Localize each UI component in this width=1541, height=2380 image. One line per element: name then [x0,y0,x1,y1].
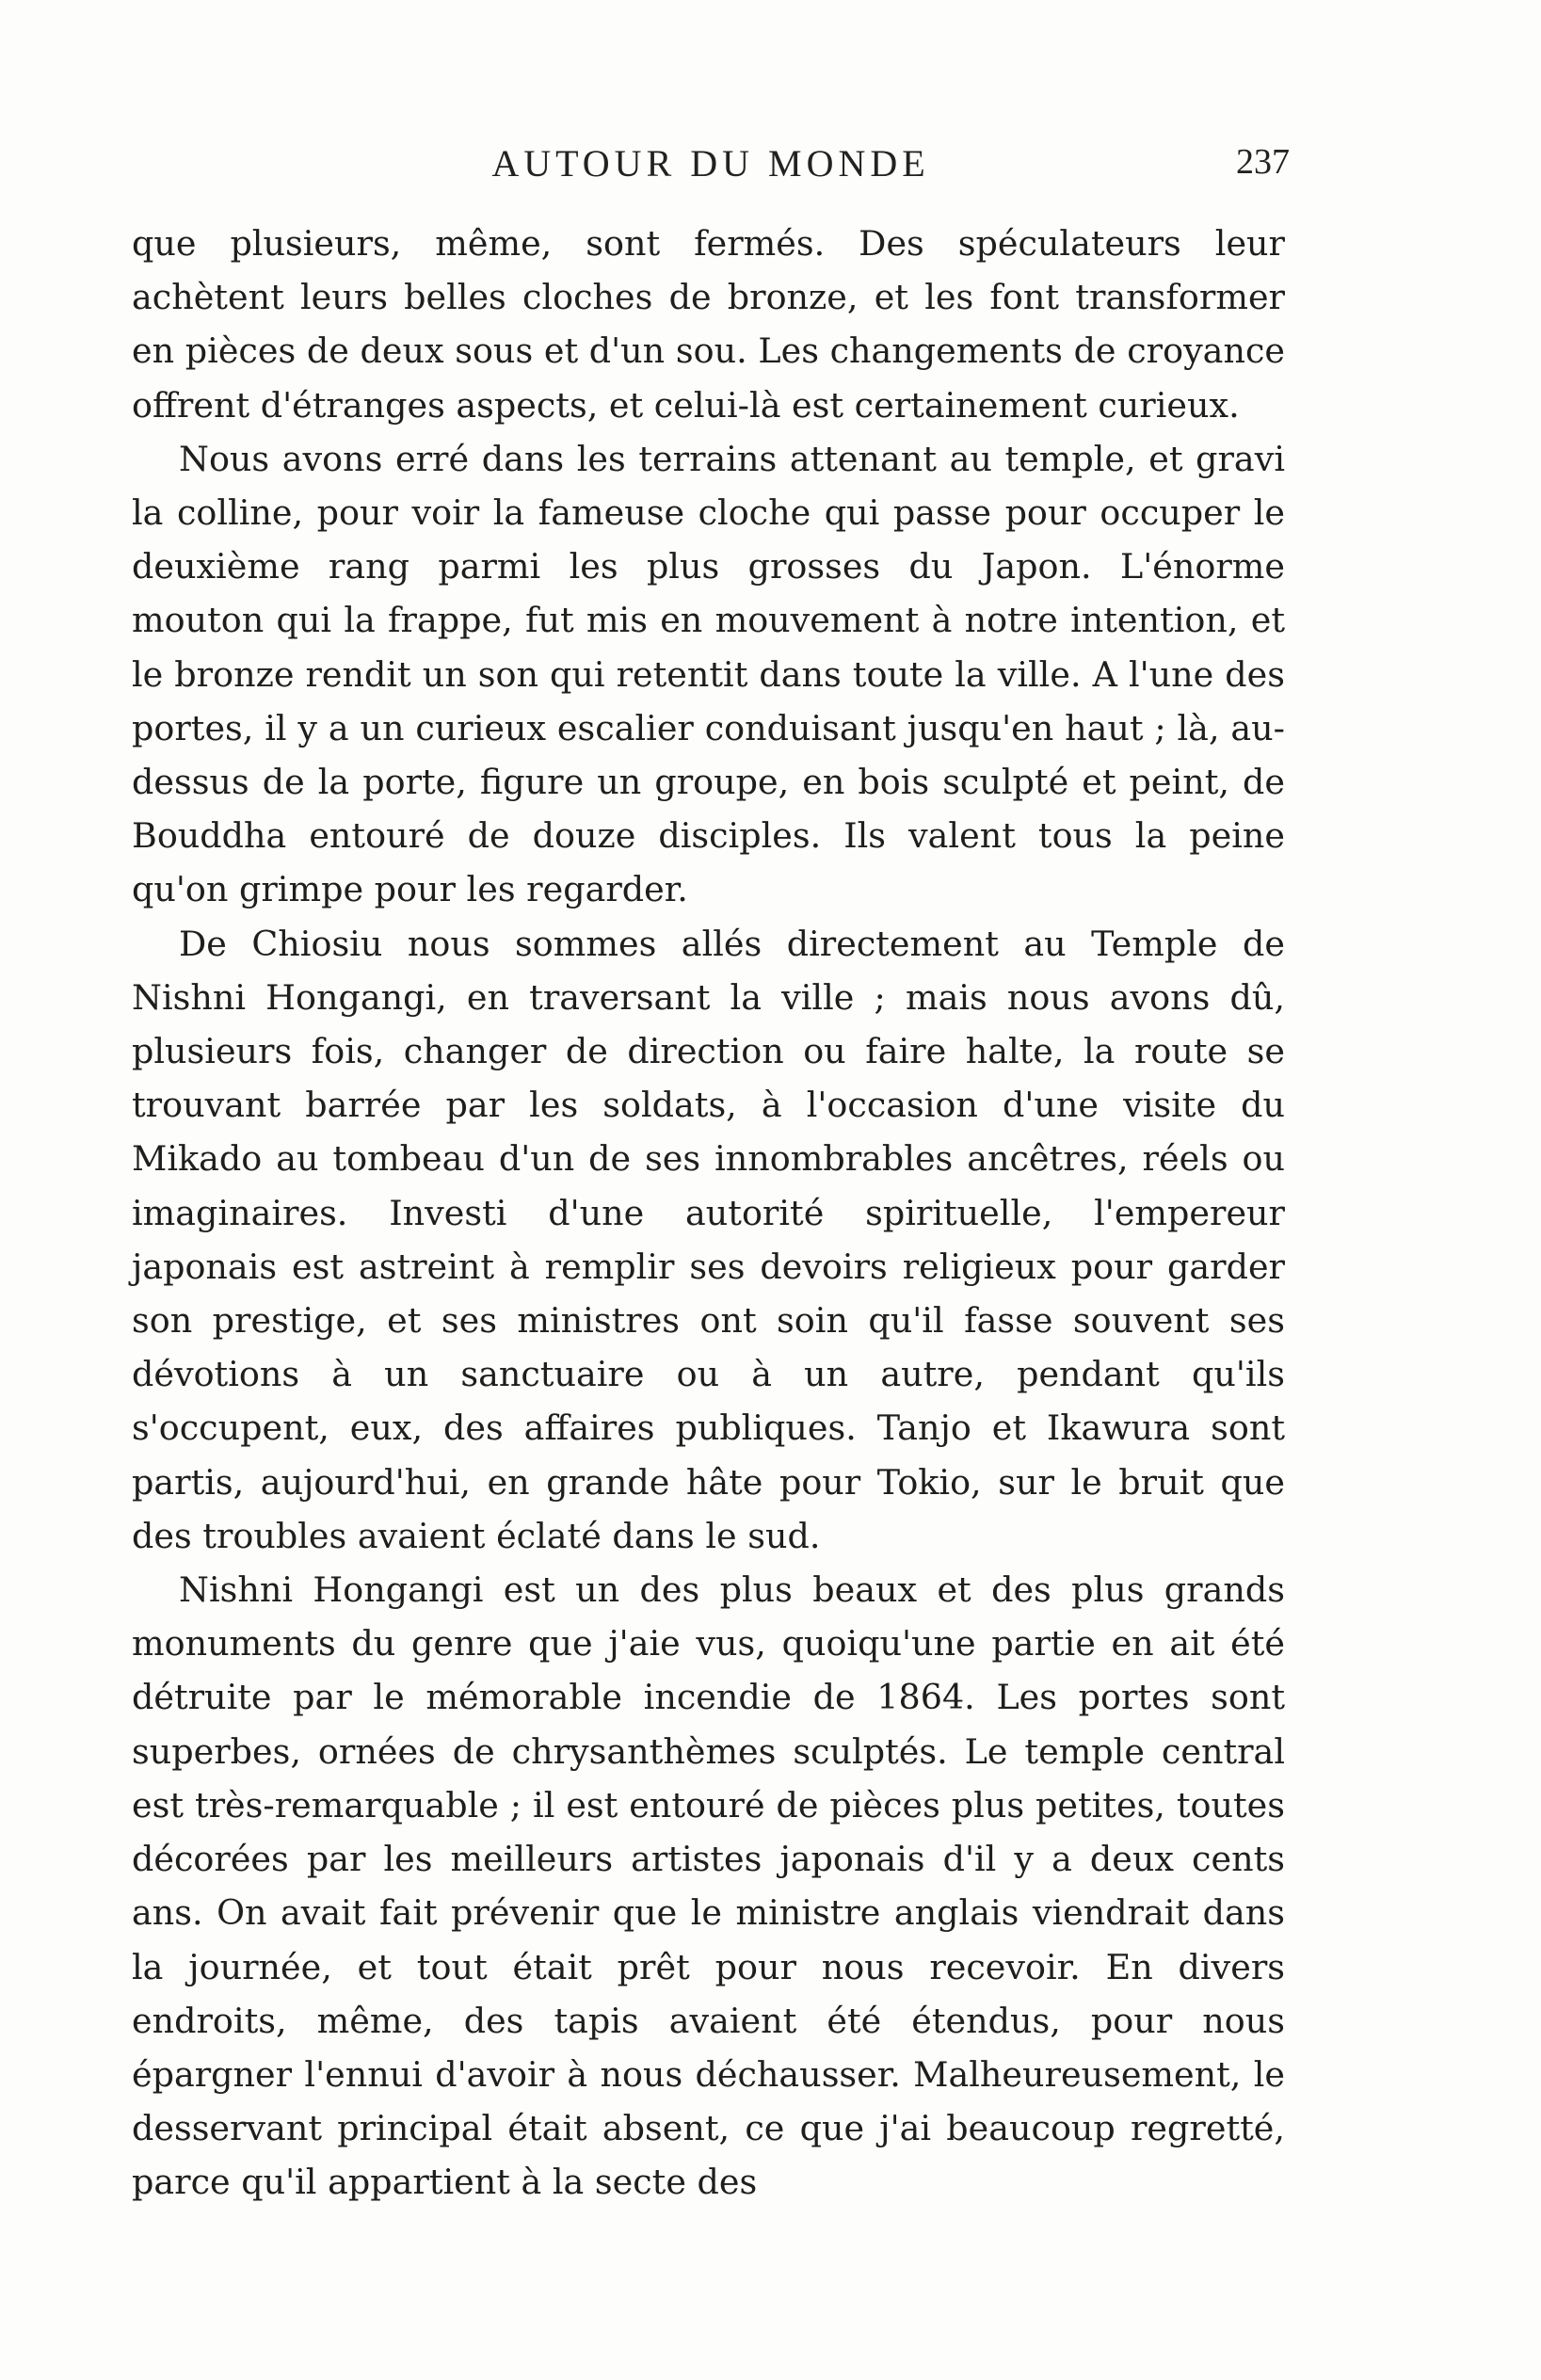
running-head [132,141,1290,198]
paragraph-1: que plusieurs, même, sont fermés. Des spéculateurs leur achètent leurs belles cloches de bronze, et les font transformer en pièces de deux sous et d'un sou. Les changements de croyance offrent d'étranges aspects, et celui-là est certainement curieux. [132,223,1285,426]
paragraph-4: Nishni Hongangi est un des plus beaux et des plus grands monuments du genre que j'aie vus, quoiqu'une partie en ait été détruite par le mémorable incendie de 1864. Les portes sont superbes, ornées de chrysanthèmes sculptés. Le temple central est très-remarquable ; il est entouré de pièces plus petites, toutes décorées par les meilleurs artistes japonais d'il y a deux cents ans. On avait fait prévenir que le ministre anglais viendrait dans la journée, et tout était prêt pour nous recevoir. En divers endroits, même, des tapis avaient été étendus, pour nous épargner l'ennui d'avoir à nous déchausser. Malheureusement, le desservant principal était absent, ce que j'ai beaucoup regretté, parce qu'il appartient à la secte des [132,1569,1285,2203]
paragraph-3: De Chiosiu nous sommes allés directement au Temple de Nishni Hongangi, en traversant la ville ; mais nous avons dû, plusieurs fois, changer de direction ou faire halte, la route se trouvant barrée par les soldats, à l'occasion d'une visite du Mikado au tombeau d'un de ses innombrables ancêtres, réels ou imaginaires. Investi d'une autorité spirituelle, l'empereur japonais est astreint à remplir ses devoirs religieux pour garder son prestige, et ses ministres ont soin qu'il fasse souvent ses dévotions à un sanctuaire ou à un autre, pendant qu'ils s'occupent, eux, des affaires publiques. Tanjo et Ikawura sont partis, aujourd'hui, en grande hâte pour Tokio, sur le bruit que des troubles avaient éclaté dans le sud. [132,923,1285,1556]
running-title: AUTOUR DU MONDE [491,142,930,185]
body-text [132,217,1285,2210]
page-number: 237 [1236,142,1290,182]
paragraph-2: Nous avons erré dans les terrains attenant au temple, et gravi la colline, pour voir la fameuse cloche qui passe pour occuper le deuxième rang parmi les plus grosses du Japon. L'énorme mouton qui la frappe, fut mis en mouvement à notre intention, et le bronze rendit un son qui retentit dans toute la ville. A l'une des portes, il y a un curieux escalier conduisant jusqu'en haut ; là, au-dessus de la porte, figure un groupe, en bois sculpté et peint, de Bouddha entouré de douze disciples. Ils valent tous la peine qu'on grimpe pour les regarder. [132,438,1285,910]
